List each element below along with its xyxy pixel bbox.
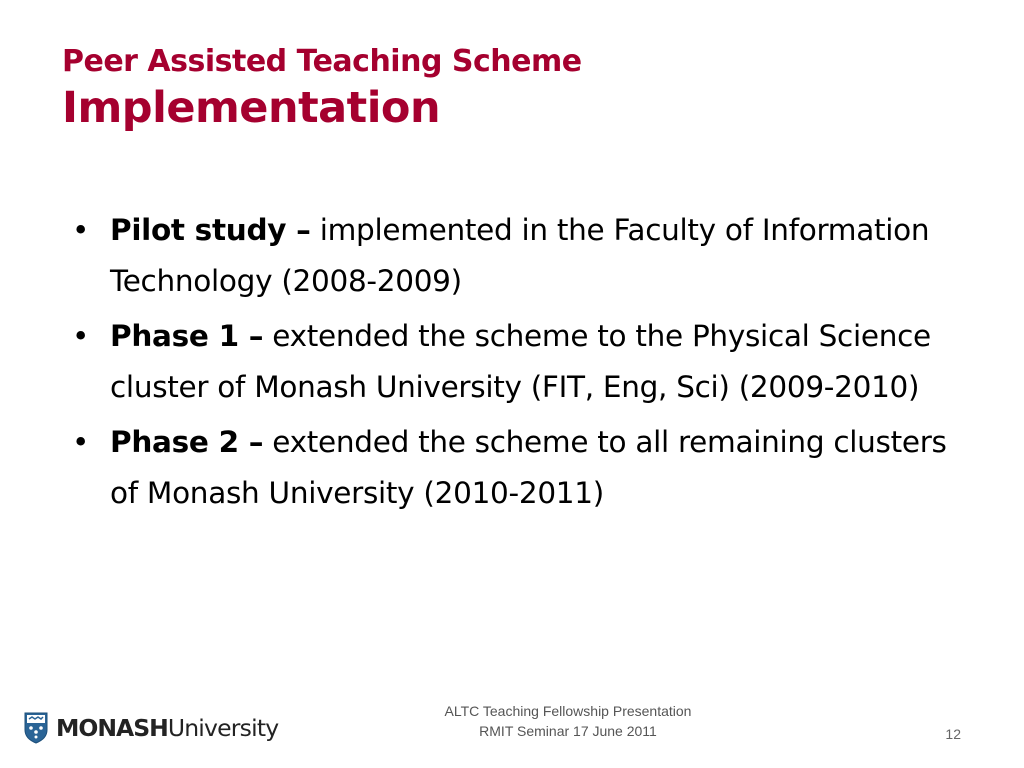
slide-footer	[418, 701, 718, 741]
bullet-heading: Phase 1 –	[110, 319, 264, 353]
bullet-item-phase1	[72, 311, 952, 412]
bullet-dot-icon: •	[72, 425, 90, 459]
title-line-1: Peer Assisted Teaching Scheme	[62, 44, 582, 79]
bullet-heading: Pilot study –	[110, 213, 311, 247]
monash-crest-icon	[24, 712, 48, 744]
bullet-dot-icon: •	[72, 319, 90, 353]
logo-wordmark: MONASHUniversity	[56, 714, 279, 742]
monash-university-logo	[24, 710, 278, 746]
bullet-heading: Phase 2 –	[110, 425, 264, 459]
bullet-item-phase2	[72, 417, 952, 518]
footer-line-1: ALTC Teaching Fellowship Presentation	[444, 703, 692, 719]
page-number: 12	[945, 726, 961, 742]
bullet-item-pilot	[72, 205, 952, 306]
bullet-text: extended the scheme to all remaining clusters of Monash University (2010-2011)	[110, 425, 947, 510]
bullet-dot-icon: •	[72, 213, 90, 247]
title-line-2: Implementation	[62, 83, 441, 133]
bullet-text: extended the scheme to the Physical Science cluster of Monash University (FIT, Eng, Sci) (2009-2010)	[110, 319, 931, 404]
bullet-list	[72, 205, 952, 523]
footer-line-2: RMIT Seminar 17 June 2011	[479, 723, 657, 739]
slide-title	[62, 42, 962, 134]
bullet-text: implemented in the Faculty of Information Technology (2008-2009)	[110, 213, 930, 298]
